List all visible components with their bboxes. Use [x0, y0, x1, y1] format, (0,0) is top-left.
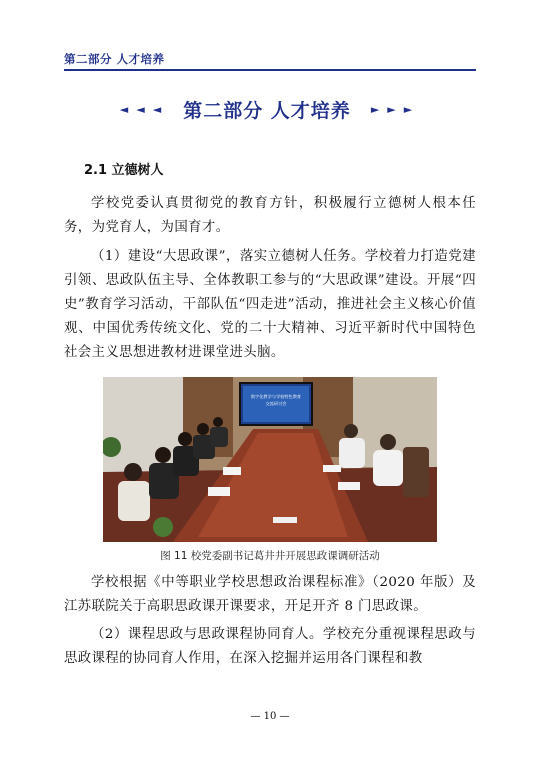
paragraph-curriculum-standard: 学校根据《中等职业学校思想政治课程标准》（2020 年版）及江苏联院关于高职思政课开课要求，开足开齐 8 门思政课。: [64, 575, 476, 614]
section-title: 第二部分 人才培养: [183, 99, 351, 122]
figure-caption: 图 11 校党委副书记葛井井开展思政课调研活动: [160, 550, 380, 562]
paragraph-collaborative-education: （2）课程思政与思政课程协同育人。学校充分重视课程思政与思政课程的协同育人作用，在深入挖掘并运用各门课程和教: [64, 627, 476, 666]
page-number: — 10 —: [250, 711, 290, 722]
subsection-heading: 2.1 立德树人: [84, 163, 164, 178]
meeting-photo: [103, 377, 437, 542]
right-arrows-icon: ►►►: [370, 102, 421, 116]
header-rule: [64, 69, 476, 71]
running-header: 第二部分 人才培养: [64, 52, 165, 66]
screen-text-line-1: 数字化教学与学校特色教育: [250, 394, 302, 399]
paragraph-big-ideology: （1）建设“大思政课”，落实立德树人任务。学校着力打造党建引领、思政队伍主导、全体教职工参与的“大思政课”建设。开展“四史”教育学习活动，干部队伍“四走进”活动，推进社会主义核心价值观、中国优秀传统文化、党的二十大精神、习近平新时代中国特色社会主义思想进教材进课堂进头脑。: [64, 249, 476, 360]
section-title-row: [64, 96, 476, 122]
screen-text-line-2: 交流研讨会: [265, 401, 287, 406]
paragraph-intro: 学校党委认真贯彻党的教育方针，积极履行立德树人根本任务，为党育人，为国育才。: [64, 196, 476, 235]
left-arrows-icon: ◄◄◄: [119, 102, 170, 116]
